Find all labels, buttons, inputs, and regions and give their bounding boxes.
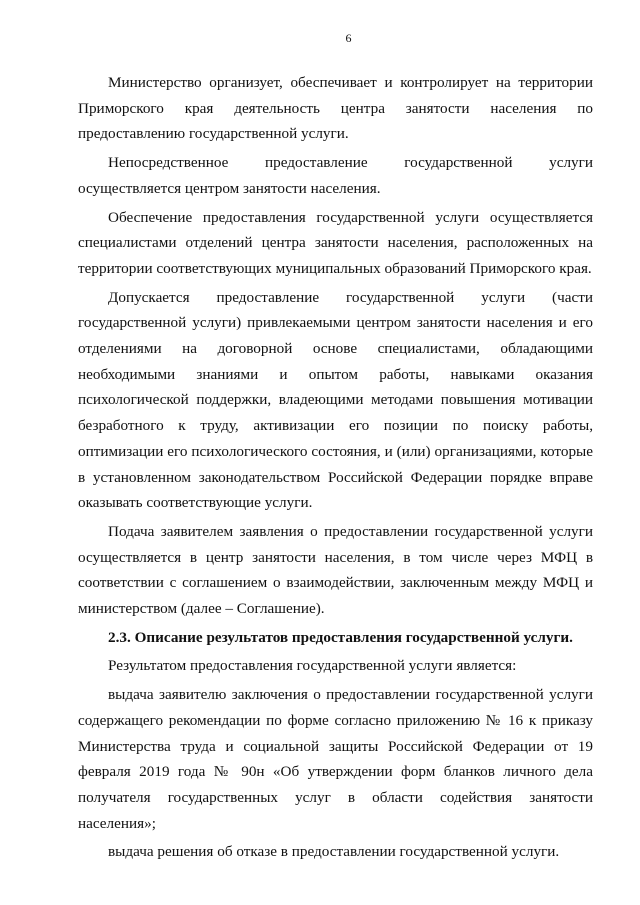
paragraph-result-refusal: выдача решения об отказе в предоставлении государственной услуги.	[108, 843, 560, 861]
paragraph-application-submission: Подача заявителем заявления о предоставлении государственной услуги осуществляется в центр занятости населения, в том числе через МФЦ в соответствии с соглашением о взаимодействии, заключенным между МФЦ и министерством (далее – Соглашение).	[78, 522, 593, 618]
section-heading-2-3: 2.3. Описание результатов предоставления государственной услуги.	[108, 628, 573, 646]
paragraph-direct-provision: Непосредственное предоставление государственной услуги осуществляется центром занятости населения.	[78, 154, 593, 197]
paragraph-permitted-providers: Допускается предоставление государственной услуги (части государственной услуги) привлекаемыми центром занятости населения и его отделениями на договорной основе специалистами, обладающими необходимыми знаниями и опытом работы, навыками оказания психологической поддержки, владеющими методами повышения мотивации безработного к труду, активизации его позиции по поиску работы, оптимизации его психологического состояния, и (или) организациями, которые в установленном законодательством Российской Федерации порядке вправе оказывать соответствующие услуги.	[78, 288, 593, 512]
paragraph-ministry-organizes: Министерство организует, обеспечивает и контролирует на территории Приморского края деятельность центра занятости населения по предоставлению государственной услуги.	[78, 74, 593, 143]
paragraph-result-conclusion: выдача заявителю заключения о предоставлении государственной услуги содержащего рекомендации по форме согласно приложению № 16 к приказу Министерства труда и социальной защиты Российской Федерации от 19 февраля 2019 года № 90н «Об утверждении форм бланков личного дела получателя государственных услуг в области содействия занятости населения»;	[78, 686, 593, 832]
document-body	[78, 70, 593, 865]
paragraph-result-intro: Результатом предоставления государственной услуги является:	[108, 657, 517, 675]
page-number: 6	[345, 31, 352, 45]
paragraph-provision-support: Обеспечение предоставления государственной услуги осуществляется специалистами отделений центра занятости населения, расположенных на территории соответствующих муниципальных образований Приморского края.	[78, 208, 593, 277]
